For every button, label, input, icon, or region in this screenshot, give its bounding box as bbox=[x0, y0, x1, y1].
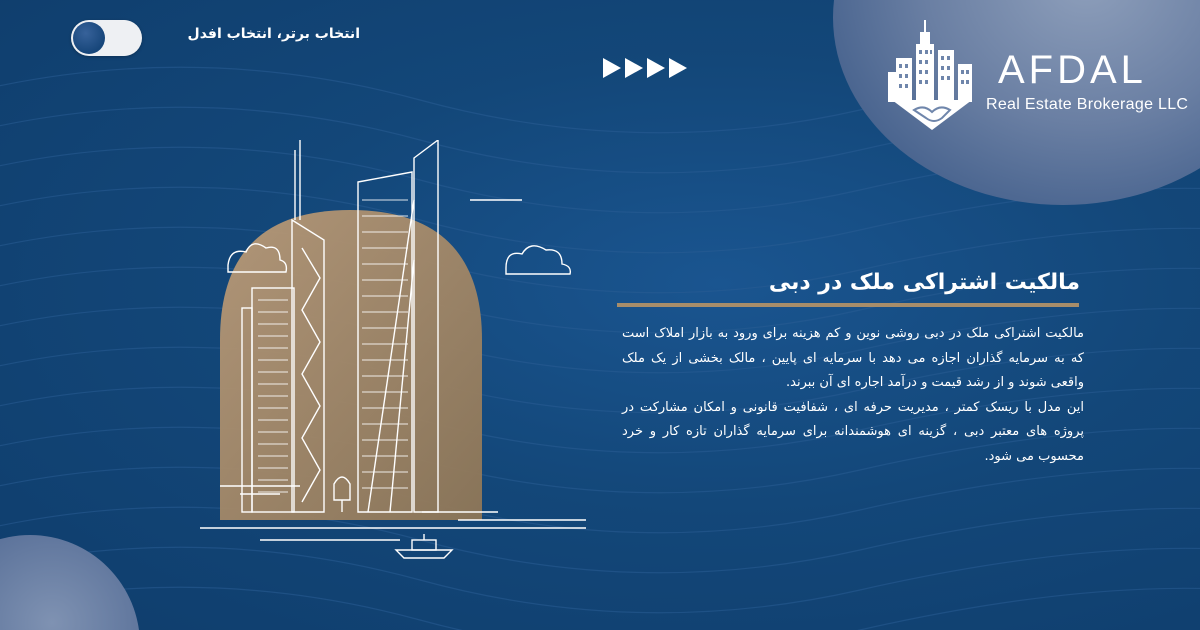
article-title: مالکیت اشتراکی ملک در دبی bbox=[768, 270, 1080, 295]
article-paragraph: مالکیت اشتراکی ملک در دبی روشی نوین و کم هزینه برای ورود به بازار املاک است که به سرمایه گذاران اجازه می دهد با سرمایه ای پایین ، مالک بخشی از یک ملک واقعی شوند و از رشد قیمت و درآمد اجاره ای آن ببرند. bbox=[622, 326, 1084, 390]
article-paragraph: این مدل با ریسک کمتر ، مدیریت حرفه ای ، شفافیت قانونی و امکان مشارکت در پروژه های معتبر دبی ، گزینه ای هوشمندانه برای سرمایه گذاران تازه کار و خرد محسوب می شود. bbox=[622, 399, 1084, 464]
slogan-text: انتخاب برتر، انتخاب افدل bbox=[187, 26, 360, 42]
brand-name: AFDAL bbox=[998, 48, 1147, 92]
play-arrows-icon bbox=[603, 57, 689, 79]
article-body bbox=[622, 322, 1084, 469]
brand-subtitle: Real Estate Brokerage LLC bbox=[986, 96, 1189, 113]
city-handshake-icon bbox=[886, 20, 978, 132]
title-underline bbox=[617, 303, 1079, 307]
dubai-skyline-icon bbox=[200, 140, 600, 570]
toggle-knob[interactable] bbox=[73, 22, 105, 54]
toggle-switch[interactable] bbox=[71, 20, 142, 56]
